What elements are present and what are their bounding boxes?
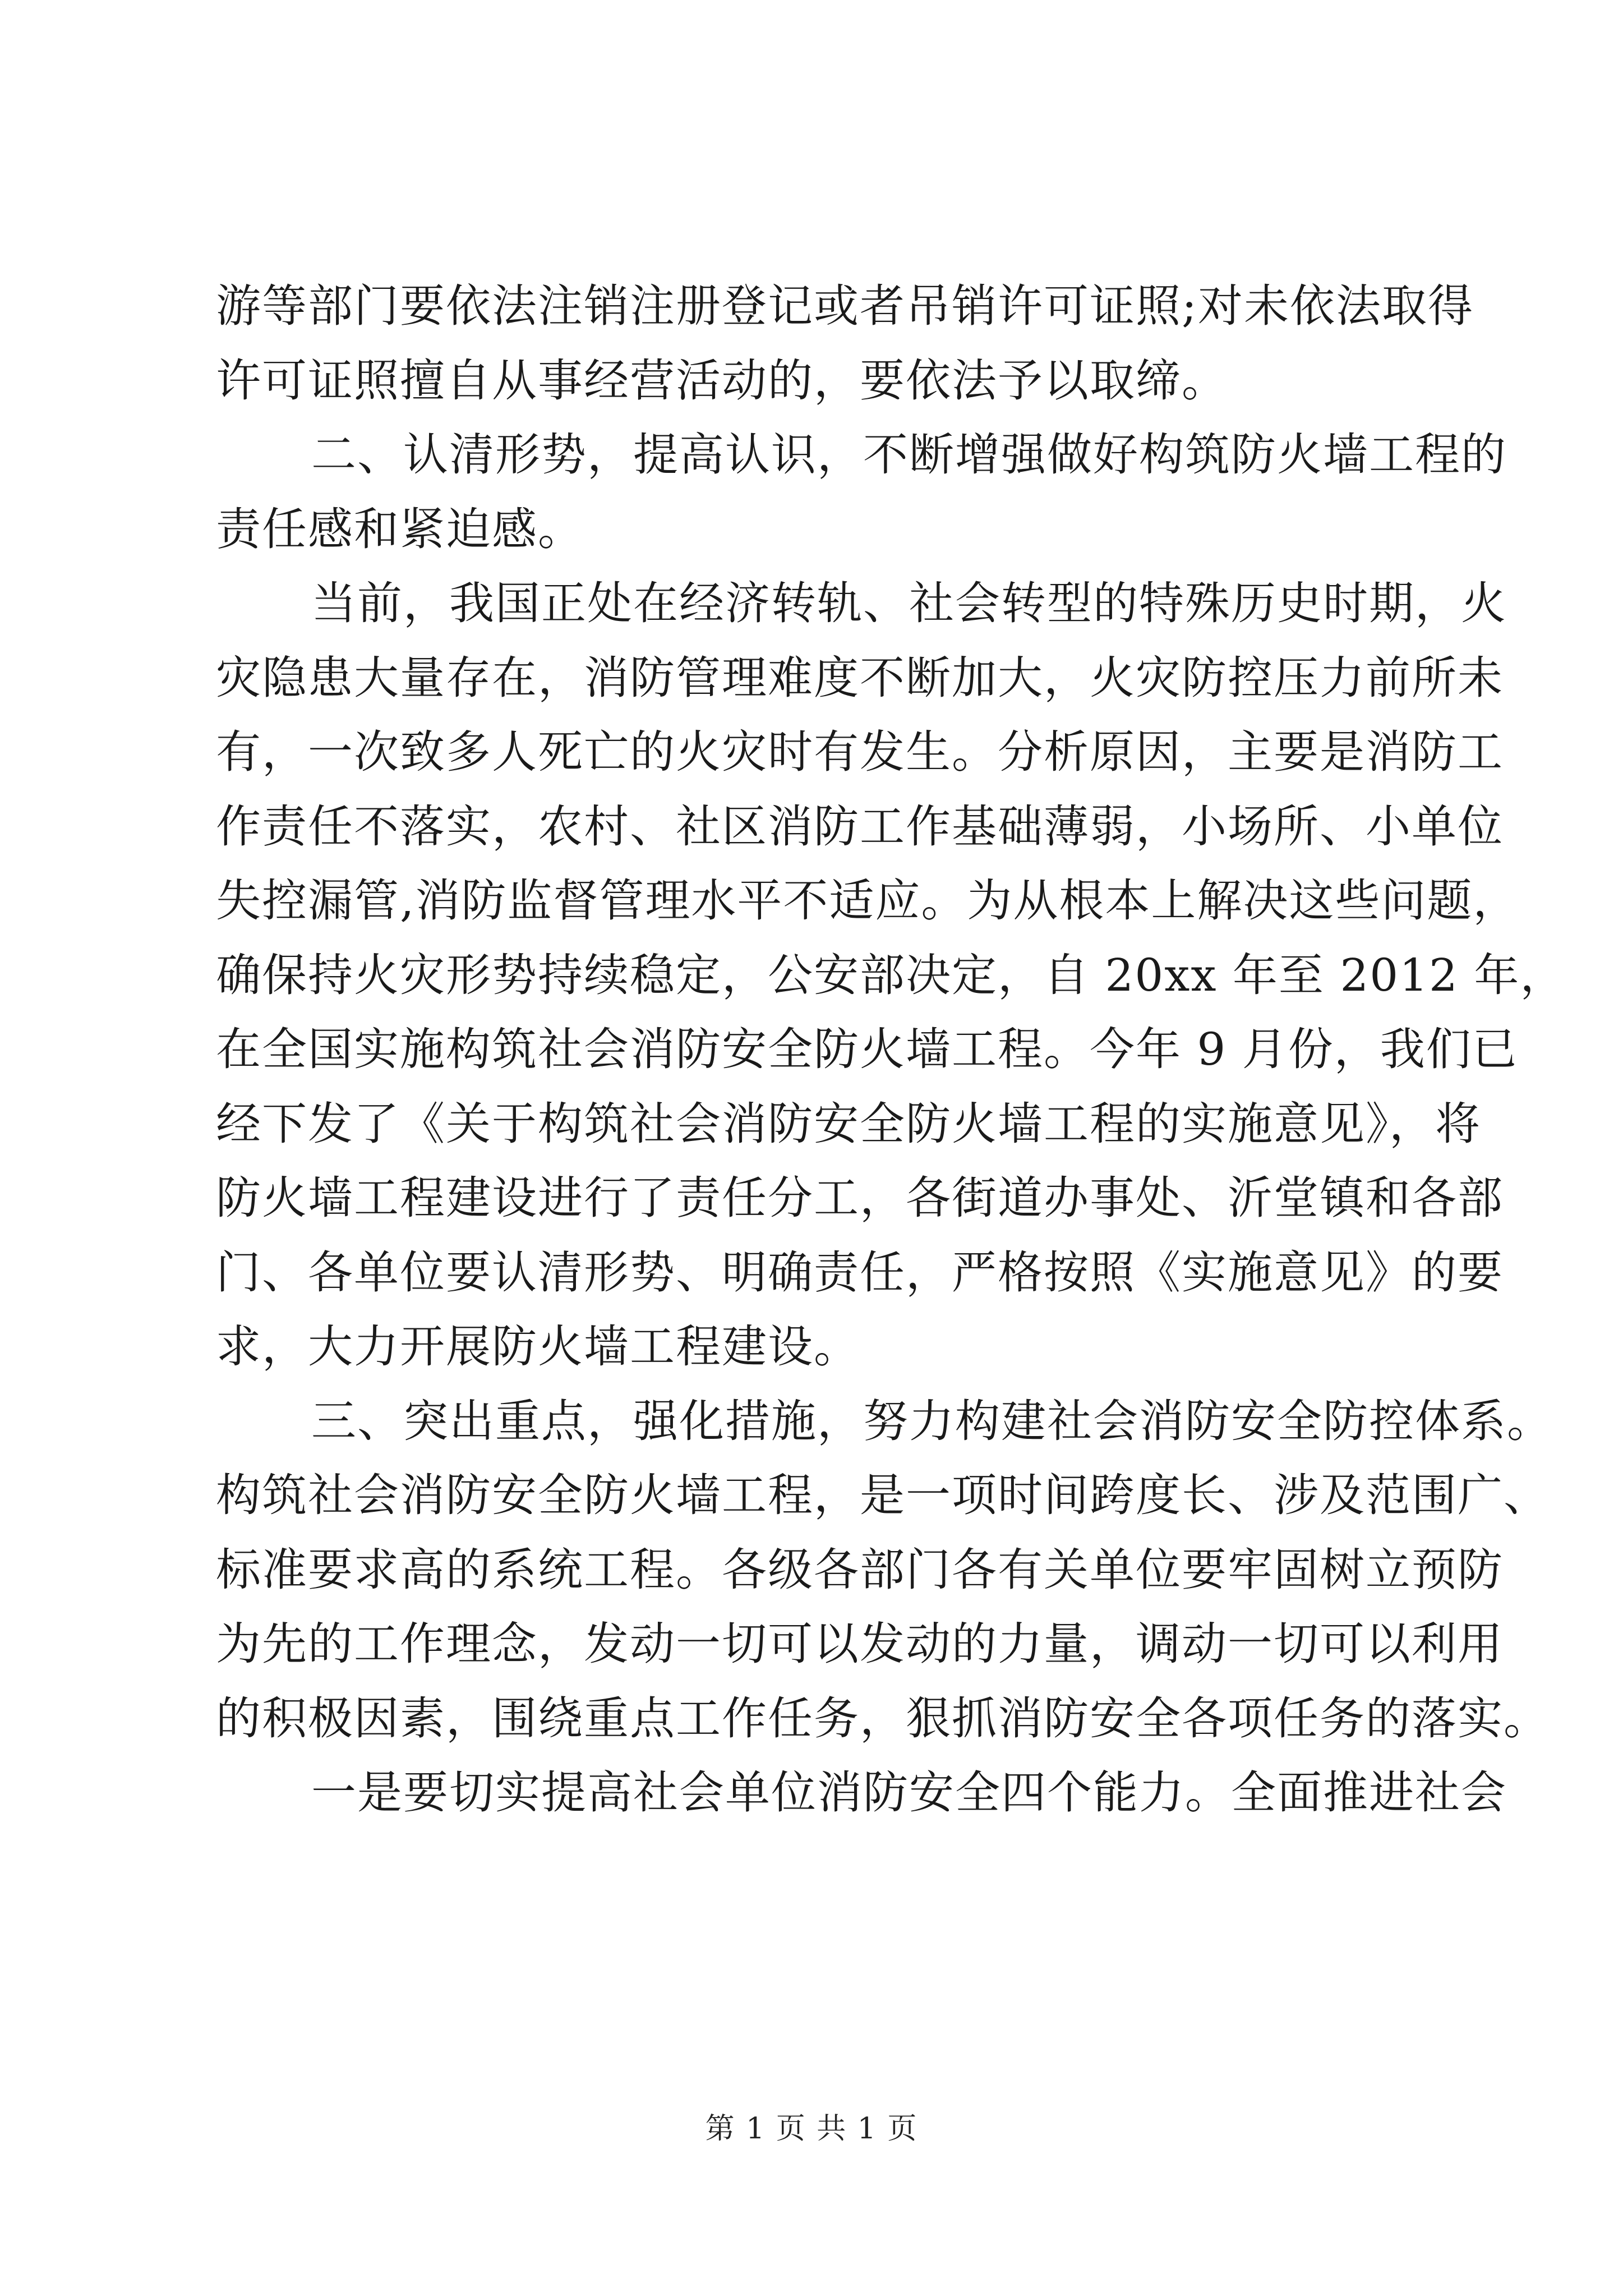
text-line: 求，大力开展防火墙工程建设。 bbox=[216, 1320, 860, 1373]
text-line: 防火墙工程建设进行了责任分工，各街道办事处、沂堂镇和各部 bbox=[216, 1172, 1504, 1224]
text-line: 失控漏管,消防监督管理水平不适应。为从根本上解决这些问题， bbox=[216, 875, 1519, 927]
text-line: 在全国实施构筑社会消防安全防火墙工程。今年 9 月份，我们已 bbox=[216, 1023, 1518, 1075]
text-line: 门、各单位要认清形势、明确责任，严格按照《实施意见》的要 bbox=[216, 1246, 1504, 1299]
text-line: 许可证照擅自从事经营活动的，要依法予以取缔。 bbox=[216, 354, 1228, 407]
document-body bbox=[216, 269, 1566, 1830]
section-heading-line: 责任感和紧迫感。 bbox=[216, 503, 584, 555]
text-line: 游等部门要依法注销注册登记或者吊销许可证照;对未依法取得 bbox=[216, 280, 1474, 332]
text-line: 确保持火灾形势持续稳定，公安部决定，自 20xx 年至 2012 年， bbox=[216, 949, 1566, 1001]
text-line: 有，一次致多人死亡的火灾时有发生。分析原因，主要是消防工 bbox=[216, 726, 1504, 778]
text-line: 的积极因素，围绕重点工作任务，狠抓消防安全各项任务的落实。 bbox=[216, 1692, 1550, 1745]
text-line: 经下发了《关于构筑社会消防安全防火墙工程的实施意见》，将 bbox=[216, 1097, 1481, 1150]
text-line: 标准要求高的系统工程。各级各部门各有关单位要牢固树立预防 bbox=[216, 1543, 1504, 1596]
text-line: 作责任不落实，农村、社区消防工作基础薄弱，小场所、小单位 bbox=[216, 800, 1504, 853]
page-footer: 第 1 页 共 1 页 bbox=[705, 2112, 918, 2146]
text-line: 为先的工作理念，发动一切可以发动的力量，调动一切可以利用 bbox=[216, 1618, 1504, 1670]
text-line: 灾隐患大量存在，消防管理难度不断加大，火灾防控压力前所未 bbox=[216, 651, 1504, 704]
text-line: 当前，我国正处在经济转轨、社会转型的特殊历史时期，火 bbox=[311, 577, 1507, 629]
text-line: 构筑社会消防安全防火墙工程，是一项时间跨度长、涉及范围广、 bbox=[216, 1469, 1550, 1521]
section-heading-line: 二、认清形势，提高认识，不断增强做好构筑防火墙工程的 bbox=[311, 429, 1507, 481]
text-line: 一是要切实提高社会单位消防安全四个能力。全面推进社会 bbox=[311, 1766, 1507, 1819]
section-heading-line: 三、突出重点，强化措施，努力构建社会消防安全防控体系。 bbox=[311, 1395, 1553, 1447]
